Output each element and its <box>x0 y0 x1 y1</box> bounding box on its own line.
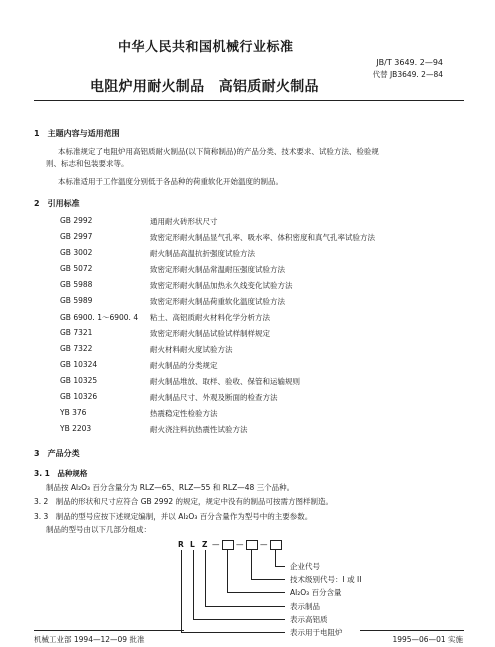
leader-line <box>275 550 276 566</box>
ref-title: 致密定形耐火制品加热永久线变化试验方法 <box>150 281 293 290</box>
ref-title: 致密定形耐火制品试验试样制样规定 <box>150 329 270 338</box>
leader-line <box>193 619 285 620</box>
diagram-label: 表示制品 <box>290 602 320 611</box>
subsection-3-3-text: 3. 3 制品的型号应按下述规定编制，并以 Al₂O₃ 百分含量作为型号中的主要参数。 <box>34 512 313 521</box>
ref-code: GB 10325 <box>60 376 98 385</box>
code-letter: L <box>190 540 195 549</box>
ref-title: 致密定形耐火制品荷重软化温度试验方法 <box>150 297 285 306</box>
standard-number: JB/T 3649. 2—94 <box>376 58 443 67</box>
leader-line <box>227 592 285 593</box>
issuing-organization: 中华人民共和国机械行业标准 <box>118 40 294 55</box>
leader-line <box>181 632 285 633</box>
footer-rule-right <box>360 630 464 631</box>
diagram-label: 表示用于电阻炉 <box>290 628 343 637</box>
section-1-heading: 1 主题内容与适用范围 <box>34 129 120 138</box>
code-separator: — <box>236 540 244 549</box>
ref-title: 耐火制品尺寸、外观及断面的检查方法 <box>150 393 278 402</box>
title-divider <box>34 100 464 101</box>
ref-title: 热震稳定性检验方法 <box>150 409 218 418</box>
code-box <box>222 540 234 550</box>
code-letter: Z <box>202 540 208 549</box>
ref-title: 通用耐火砖形状尺寸 <box>150 217 218 226</box>
diagram-label: 技术级别代号：I 或 II <box>290 575 362 584</box>
diagram-label: 表示高铝质 <box>290 615 328 624</box>
ref-code: GB 10326 <box>60 392 98 401</box>
ref-code: GB 5988 <box>60 280 93 289</box>
leader-line <box>193 550 194 619</box>
footer-rule-left <box>34 630 184 631</box>
paragraph-line: 则、标志和包装要求等。 <box>46 159 129 168</box>
ref-title: 致密定形耐火制品常温耐压强度试验方法 <box>150 265 285 274</box>
ref-code: GB 5072 <box>60 264 93 273</box>
section-1-paragraph-2: 本标准适用于工作温度分别低于各品种的荷重软化开始温度的制品。 <box>58 177 283 186</box>
ref-code: YB 376 <box>60 408 87 417</box>
ref-code: GB 6900. 1～6900. 4 <box>60 313 139 322</box>
code-box <box>246 540 258 550</box>
leader-line <box>205 606 285 607</box>
approval-date: 机械工业部 1994—12—09 批准 <box>34 635 145 644</box>
paragraph-line: 本标准规定了电阻炉用高铝质耐火制品(以下简称制品)的产品分类、技术要求、试验方法、检验规 <box>58 147 379 156</box>
code-letter: R <box>178 540 184 549</box>
ref-code: GB 7322 <box>60 344 93 353</box>
ref-code: GB 5989 <box>60 296 93 305</box>
ref-title: 耐火制品高温抗折强度试验方法 <box>150 249 255 258</box>
leader-line <box>251 550 252 579</box>
subsection-3-3-text-2: 制品的型号由以下几部分组成： <box>46 525 151 534</box>
code-separator: — <box>260 540 268 549</box>
ref-code: GB 2997 <box>60 232 93 241</box>
ref-title: 耐火制品的分类规定 <box>150 361 218 370</box>
ref-code: GB 10324 <box>60 360 98 369</box>
leader-line <box>205 550 206 606</box>
implementation-date: 1995—06—01 实施 <box>392 635 463 644</box>
diagram-label: Al₂O₃ 百分含量 <box>290 588 342 597</box>
leader-line <box>251 579 285 580</box>
ref-title: 耐火制品堆放、取样、验收、保管和运输规则 <box>150 377 300 386</box>
ref-code: GB 3002 <box>60 248 93 257</box>
document-title: 电阻炉用耐火制品 高铝质耐火制品 <box>90 79 319 95</box>
code-box <box>270 540 282 550</box>
subsection-3-2-text: 3. 2 制品的形状和尺寸应符合 GB 2992 的规定，规定中没有的制品可按需方图样制造。 <box>34 497 334 506</box>
section-3-heading: 3 产品分类 <box>34 449 80 458</box>
ref-code: GB 2992 <box>60 216 93 225</box>
ref-title: 耐火浇注料抗热震性试验方法 <box>150 425 248 434</box>
leader-line <box>181 550 182 632</box>
code-separator: — <box>212 540 220 549</box>
diagram-label: 企业代号 <box>290 562 320 571</box>
leader-line <box>275 566 285 567</box>
subsection-3-1-heading: 3. 1 品种规格 <box>34 469 88 478</box>
ref-code: YB 2203 <box>60 424 92 433</box>
section-2-heading: 2 引用标准 <box>34 199 80 208</box>
replaces-note: 代替 JB3649. 2—84 <box>372 70 443 79</box>
ref-code: GB 7321 <box>60 328 93 337</box>
subsection-3-1-text: 制品按 Al₂O₃ 百分含量分为 RLZ—65、RLZ—55 和 RLZ—48 三个品种。 <box>46 483 295 492</box>
leader-line <box>227 550 228 592</box>
ref-title: 致密定形耐火制品显气孔率、吸水率、体积密度和真气孔率试验方法 <box>150 233 375 242</box>
ref-title: 耐火材料耐火度试验方法 <box>150 345 233 354</box>
section-1-paragraph-1 <box>46 146 464 170</box>
ref-title: 粘土、高铝质耐火材料化学分析方法 <box>150 313 270 322</box>
